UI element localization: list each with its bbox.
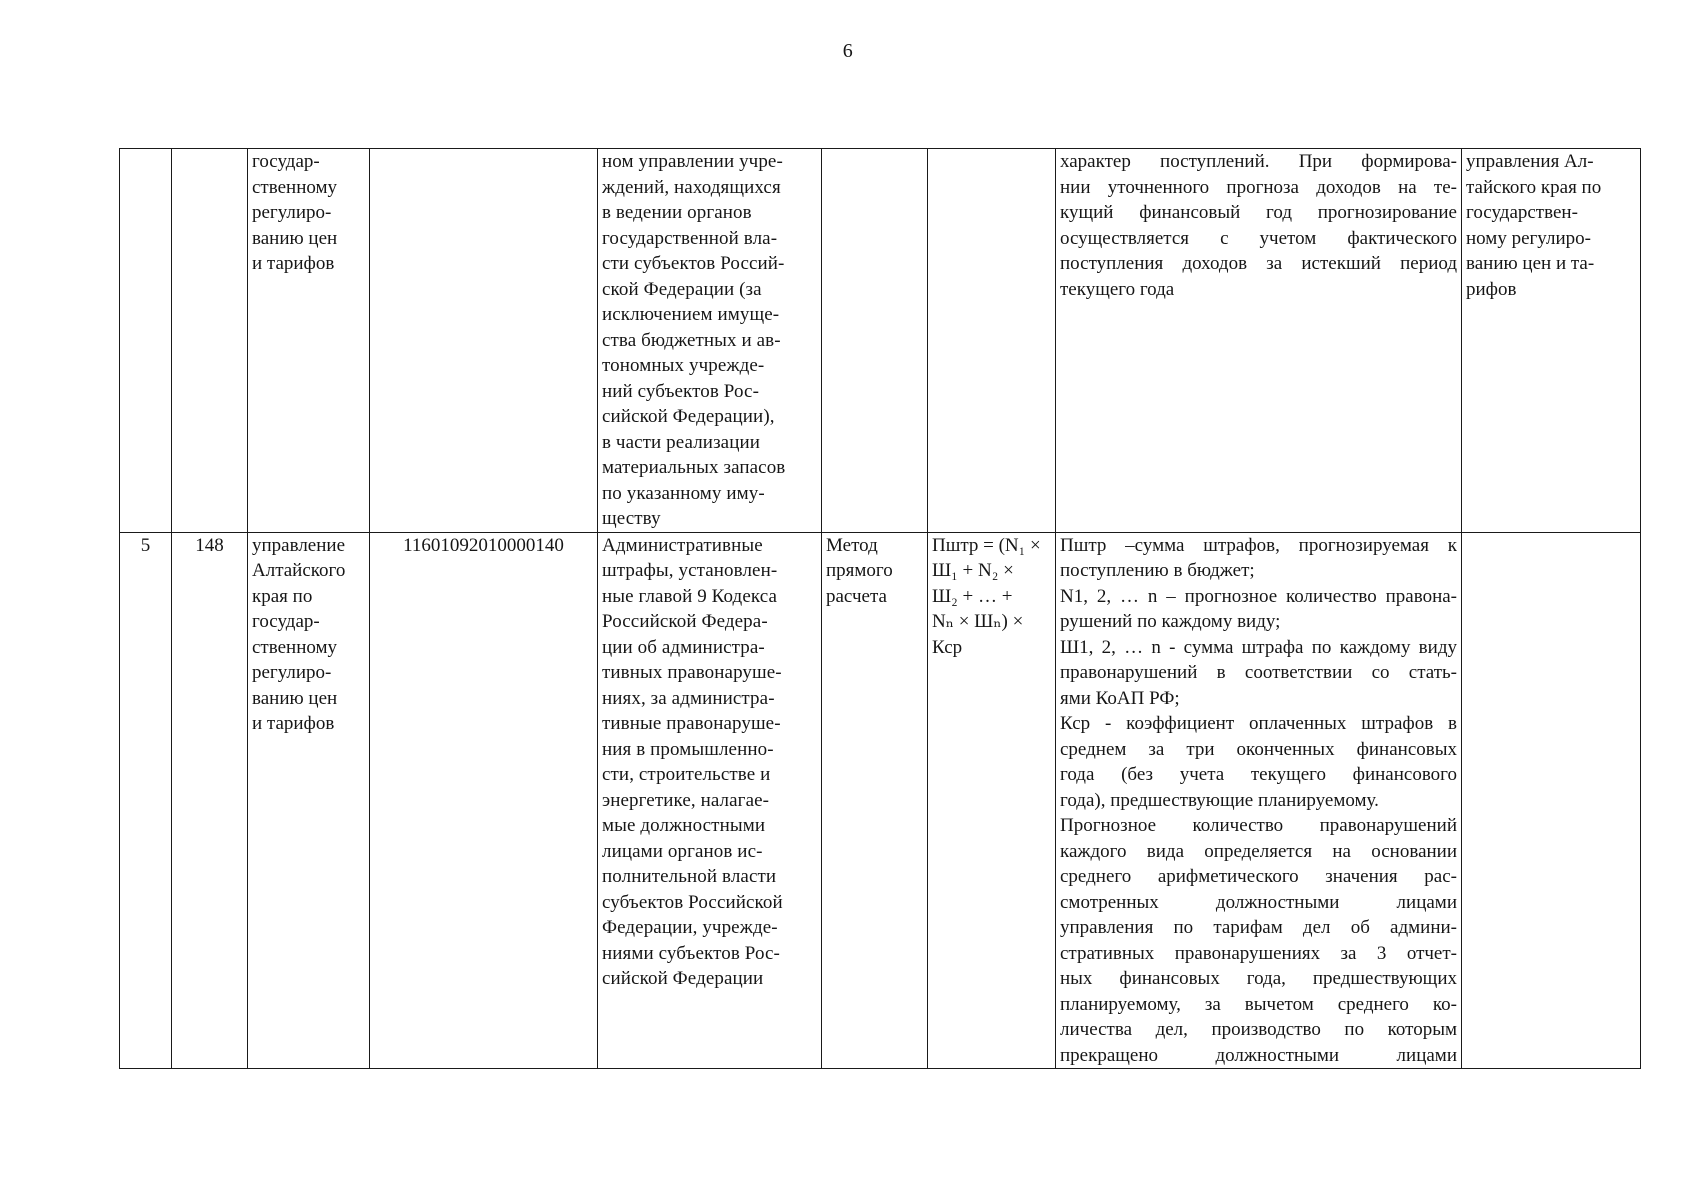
cell-method-description — [1056, 532, 1462, 1069]
text-line: Прогнозное количество правонарушений — [1060, 815, 1457, 836]
revenue-forecast-table — [119, 148, 1641, 1069]
text-line: ями КоАП РФ; — [1060, 687, 1180, 709]
cell-kbk — [370, 149, 598, 533]
cell-income-name: ном управлении учре- ждений, находящихся в ведении органов государственной вла- сти субъектов Россий- ской Федерации (за исключением имуще- ства бюджетных и ав- тономных учрежде- ний субъектов Рос- сийской Федерации), в части реализации материальных запасов по указанному иму- ществу — [598, 149, 822, 533]
cell-formula: Пштр = (N₁ × Ш₁ + N₂ × Ш₂ + … + Nₙ × Шₙ) × Кср — [928, 532, 1056, 1069]
text-line: поступления доходов за истекший период — [1060, 253, 1457, 274]
table-row-5 — [120, 532, 1641, 1069]
text-line: Кср - коэффициент оплаченных штрафов в — [1060, 713, 1457, 734]
table-row-continuation — [120, 149, 1641, 533]
text-line: личества дел, производство по которым — [1060, 1019, 1457, 1040]
page-number: 6 — [842, 40, 854, 62]
text-line: стративных правонарушениях за 3 отчет- — [1060, 942, 1457, 964]
cell-method — [822, 149, 928, 533]
text-line: ных финансовых года, предшествующих — [1060, 968, 1457, 989]
text-line: года), предшествующие планируемому. — [1060, 789, 1379, 811]
text-line: рушений по каждому виду; — [1060, 611, 1281, 632]
text-line: смотренных должностными лицами — [1060, 891, 1457, 913]
text-line: управления по тарифам дел об админи- — [1060, 917, 1457, 938]
cell-responsible: управления Ал- тайского края по государствен- ному регулиро- ванию цен и та- рифов — [1462, 149, 1641, 533]
text-line: среднего арифметического значения рас- — [1060, 866, 1457, 887]
cell-kbk: 11601092010000140 — [370, 532, 598, 1069]
cell-responsible — [1462, 532, 1641, 1069]
cell-method: Метод прямого расчета — [822, 532, 928, 1069]
text-line: поступлению в бюджет; — [1060, 560, 1255, 581]
text-line: прекращено должностными лицами — [1060, 1044, 1457, 1066]
cell-admin-code — [172, 149, 248, 533]
text-line: года (без учета текущего финансового — [1060, 764, 1457, 785]
cell-admin-name: управление Алтайского края по государ- ственному регулиро- ванию цен и тарифов — [248, 532, 370, 1069]
text-line: правонарушений в соответствии со стать- — [1060, 662, 1457, 683]
text-line: Пштр –сумма штрафов, прогнозируемая к — [1060, 534, 1457, 556]
cell-number: 5 — [120, 532, 172, 1069]
text-line: текущего года — [1060, 278, 1175, 300]
text-line: характер поступлений. При формирова- — [1060, 151, 1457, 172]
text-line: среднем за три оконченных финансовых — [1060, 738, 1457, 760]
cell-admin-name: государ- ственному регулиро- ванию цен и тарифов — [248, 149, 370, 533]
text-line: N1, 2, … n – прогнозное количество правона- — [1060, 585, 1457, 607]
text-line: Ш1, 2, … n - сумма штрафа по каждому виду — [1060, 636, 1457, 658]
text-line: планируемому, за вычетом среднего ко- — [1060, 993, 1457, 1015]
cell-number — [120, 149, 172, 533]
text-line: осуществляется с учетом фактического — [1060, 227, 1457, 249]
cell-income-name: Административные штрафы, установлен- ные главой 9 Кодекса Российской Федера- ции об администра- тивных правонаруше- ниях, за администра- тивные правонаруше- ния в промышленно- сти, строительстве и энергетике, налагае- мые должностными лицами органов ис- полнительной власти субъектов Российской Федерации, учрежде- ниями субъектов Рос- сийской Федерации — [598, 532, 822, 1069]
text-line: каждого вида определяется на основании — [1060, 840, 1457, 862]
text-line: нии уточненного прогноза доходов на те- — [1060, 176, 1457, 198]
cell-admin-code: 148 — [172, 532, 248, 1069]
cell-formula — [928, 149, 1056, 533]
text-line: кущий финансовый год прогнозирование — [1060, 202, 1457, 223]
cell-method-description — [1056, 149, 1462, 533]
